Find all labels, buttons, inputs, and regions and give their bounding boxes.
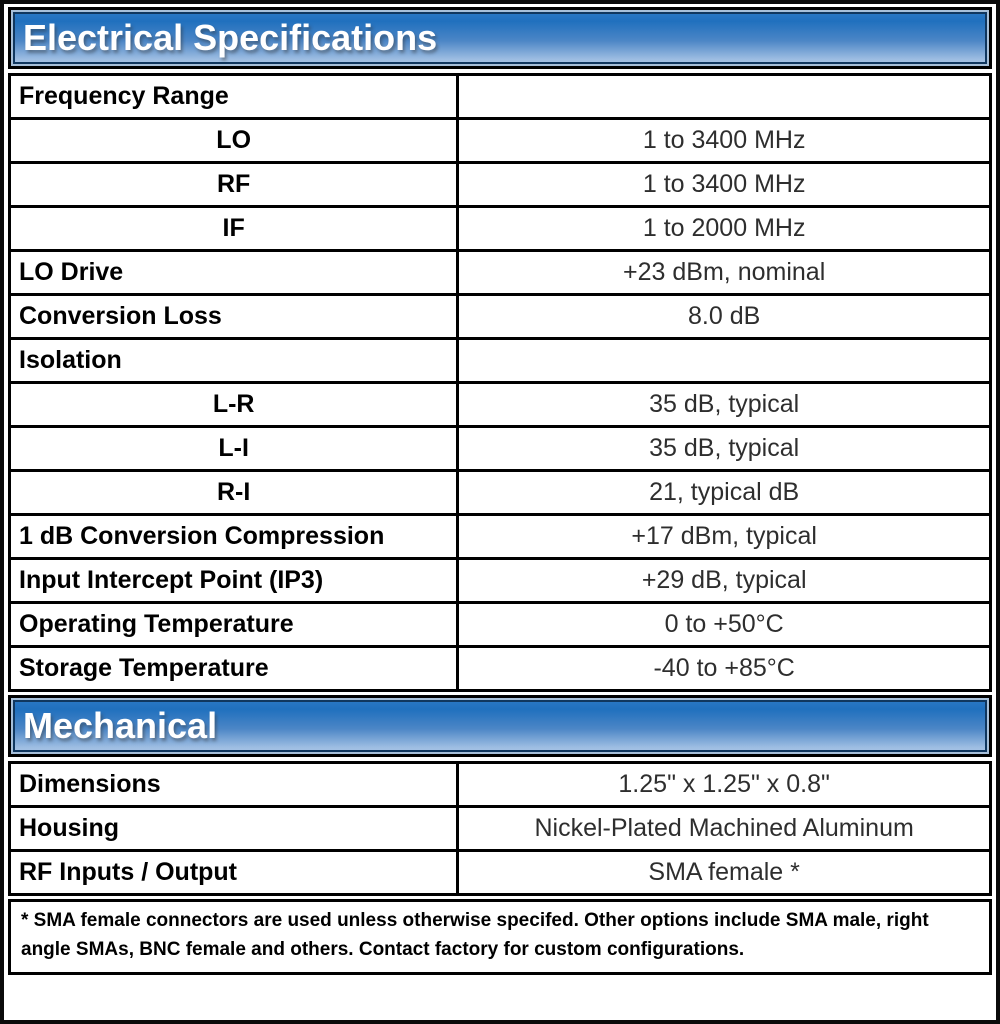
spec-value: 1 to 3400 MHz xyxy=(458,119,991,163)
spec-label: Storage Temperature xyxy=(10,647,458,691)
mechanical-spec-table xyxy=(8,761,992,896)
spec-label: L-I xyxy=(10,427,458,471)
spec-label: Operating Temperature xyxy=(10,603,458,647)
spec-value: +17 dBm, typical xyxy=(458,515,991,559)
spec-label: Isolation xyxy=(10,339,458,383)
table-row xyxy=(10,251,991,295)
spec-label: Input Intercept Point (IP3) xyxy=(10,559,458,603)
spec-label: RF xyxy=(10,163,458,207)
table-row xyxy=(10,163,991,207)
spec-label: LO Drive xyxy=(10,251,458,295)
spec-value: +23 dBm, nominal xyxy=(458,251,991,295)
table-row xyxy=(10,471,991,515)
spec-value: 1.25" x 1.25" x 0.8" xyxy=(458,763,991,807)
spec-value: 1 to 2000 MHz xyxy=(458,207,991,251)
section-header-mechanical xyxy=(8,695,992,757)
spec-value: 21, typical dB xyxy=(458,471,991,515)
spec-value: 35 dB, typical xyxy=(458,427,991,471)
table-row xyxy=(10,807,991,851)
electrical-spec-table xyxy=(8,73,992,692)
footnote-text: * SMA female connectors are used unless otherwise specifed. Other options include SMA male, right angle SMAs, BNC female and others. Contact factory for custom configurations. xyxy=(8,899,992,975)
spec-label: Dimensions xyxy=(10,763,458,807)
spec-value: 35 dB, typical xyxy=(458,383,991,427)
spec-label: Housing xyxy=(10,807,458,851)
spec-value xyxy=(458,75,991,119)
table-row xyxy=(10,75,991,119)
spec-label: R-I xyxy=(10,471,458,515)
spec-value: Nickel-Plated Machined Aluminum xyxy=(458,807,991,851)
spec-value: 0 to +50°C xyxy=(458,603,991,647)
spec-value: -40 to +85°C xyxy=(458,647,991,691)
spec-label: RF Inputs / Output xyxy=(10,851,458,895)
section-header-electrical xyxy=(8,7,992,69)
table-row xyxy=(10,207,991,251)
table-row xyxy=(10,427,991,471)
spec-value: +29 dB, typical xyxy=(458,559,991,603)
table-row xyxy=(10,851,991,895)
table-row xyxy=(10,295,991,339)
table-row xyxy=(10,515,991,559)
table-row xyxy=(10,559,991,603)
spec-value: 1 to 3400 MHz xyxy=(458,163,991,207)
spec-label: Conversion Loss xyxy=(10,295,458,339)
table-row xyxy=(10,339,991,383)
table-row xyxy=(10,603,991,647)
table-row xyxy=(10,763,991,807)
spec-value xyxy=(458,339,991,383)
spec-label: IF xyxy=(10,207,458,251)
spec-label: L-R xyxy=(10,383,458,427)
table-row xyxy=(10,119,991,163)
spec-label: LO xyxy=(10,119,458,163)
spec-label: Frequency Range xyxy=(10,75,458,119)
spec-value: 8.0 dB xyxy=(458,295,991,339)
spec-value: SMA female * xyxy=(458,851,991,895)
table-row xyxy=(10,383,991,427)
section-title-mechanical: Mechanical xyxy=(23,705,218,746)
section-title-electrical: Electrical Specifications xyxy=(23,17,438,58)
spec-label: 1 dB Conversion Compression xyxy=(10,515,458,559)
table-row xyxy=(10,647,991,691)
